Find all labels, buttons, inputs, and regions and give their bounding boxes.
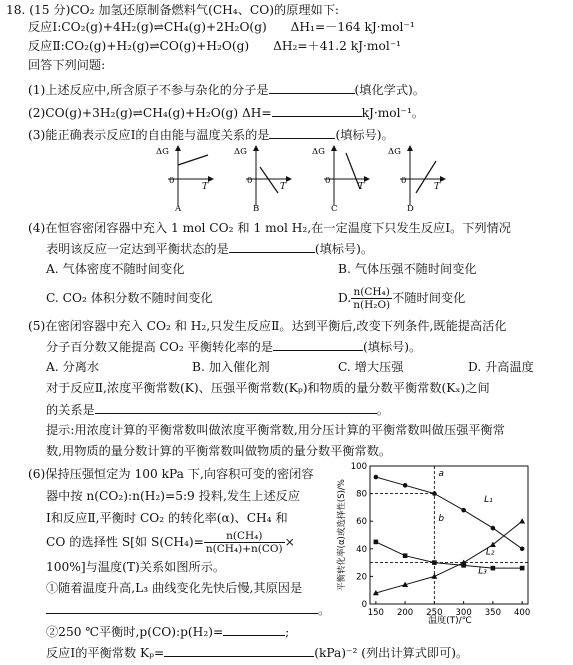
q4-option-d[interactable]: D. $\frac{\text{n(CH₄)}}{\text{n(H₂O)}}$ 不随时间变化 [338, 286, 466, 311]
graph-c-origin: 0 [325, 176, 331, 186]
graph-b-curve [260, 167, 278, 193]
q6-sub2: ②250 ℃平衡时,p(CO):p(H₂)= ; [46, 625, 290, 639]
data-point-square [403, 553, 408, 558]
data-point-circle [374, 475, 379, 480]
data-point-circle [403, 483, 408, 488]
graph-b-option-label: B [253, 204, 260, 214]
series-label-1: L₁ [484, 494, 493, 505]
graph-c-x-label: T [358, 182, 365, 192]
data-point-square [491, 566, 496, 571]
x-tick-label: 300 [455, 608, 472, 618]
y-tick-label: 20 [356, 572, 367, 583]
q2: (2)CO(g)+3H₂(g)⇌CH₄(g)+H₂O(g) ΔH= kJ·mol⁻¹。 [28, 106, 425, 120]
q1: (1)上述反应中,所含原子不参与杂化的分子是 (填化学式)。 [28, 83, 425, 97]
q5-option-b[interactable]: B. 加入催化剂 [192, 360, 270, 374]
series-label-3: L₃ [478, 566, 487, 577]
q5-tip-line2: 数,用物质的量分数计算的平衡常数叫做物质的量分数平衡常数。 [46, 444, 392, 458]
q5-line2: 分子百分数又能提高 CO₂ 平衡转化率的是 (填标号)。 [46, 340, 422, 354]
graph-d-x-label: T [434, 182, 441, 192]
y-tick-label: 100 [350, 462, 367, 472]
data-point-circle [461, 508, 466, 513]
q6-sub2-blank[interactable] [223, 623, 285, 636]
graph-c-option-label: C [331, 204, 338, 214]
q6-sub1-answer: 。 [46, 601, 330, 618]
graph-a-origin: 0 [169, 176, 175, 186]
graph-c-x-arrow [364, 176, 370, 182]
graph-d-curve [416, 161, 436, 193]
reaction-2-enthalpy: ΔH₂=＋41.2 kJ·mol⁻¹ [273, 39, 402, 53]
reaction-1-enthalpy: ΔH₁=－164 kJ·mol⁻¹ [290, 20, 415, 34]
reaction-2: 反应Ⅱ:CO₂(g)+H₂(g)⇌CO(g)+H₂O(g) ΔH₂=＋41.2 kJ·mol⁻¹ [28, 39, 402, 53]
graph-b-x-label: T [280, 182, 287, 192]
q6-line4: CO 的选择性 S[如 S(CH₄)= $\frac{\text{n(CH₄)}}{\text{n(CH₄)+n(CO)}}$ × [46, 530, 295, 555]
q5-option-c[interactable]: C. 增大压强 [338, 360, 404, 374]
q3-graph-options [0, 143, 573, 215]
graph-b-y-label: ΔG [234, 147, 247, 157]
q6-line2: 器中按 n(CO₂):n(H₂)=5:9 投料,发生上述反应 [46, 489, 301, 503]
q4-line2: 表明该反应一定达到平衡状态的是 (填标号)。 [46, 242, 374, 256]
q5-relation-blank[interactable] [95, 401, 377, 414]
series-label-2: L₂ [485, 547, 495, 558]
data-point-triangle [431, 573, 437, 578]
reaction-1: 反应Ⅰ:CO₂(g)+4H₂(g)⇌CH₄(g)+2H₂O(g) ΔH₁=－164 kJ·mol⁻¹ [28, 20, 415, 34]
q6-line3: Ⅰ和反应Ⅱ,平衡时 CO₂ 的转化率(α)、CH₄ 和 [46, 511, 288, 525]
q6-sub3: 反应Ⅰ的平衡常数 Kₚ= (kPa)⁻² (列出计算式即可)。 [46, 646, 469, 660]
x-tick-label: 250 [426, 608, 443, 618]
q4-line1: (4)在恒容密闭容器中充入 1 mol CO₂ 和 1 mol H₂,在一定温度下只发生反应Ⅰ。下列情况 [28, 221, 511, 235]
q6-sub1-blank[interactable] [46, 601, 318, 614]
q1-answer-blank[interactable] [269, 81, 355, 94]
graph-a-x-label: T [202, 182, 209, 192]
data-point-circle [491, 526, 496, 531]
x-tick-label: 400 [514, 608, 531, 618]
q5-tip-line1: 提示:用浓度计算的平衡常数叫做浓度平衡常数,用分压计算的平衡常数叫做压强平衡常 [46, 423, 505, 437]
q4-option-c[interactable]: C. CO₂ 体积分数不随时间变化 [46, 291, 213, 305]
q6-sub3-blank[interactable] [164, 644, 314, 657]
x-tick-label: 150 [367, 608, 384, 618]
q5-answer-blank[interactable] [273, 338, 363, 351]
q6-selectivity-fraction: $\frac{\text{n(CH₄)}}{\text{n(CH₄)+n(CO)}}$ [205, 530, 283, 555]
graph-a-x-arrow [208, 176, 214, 182]
q4-option-a[interactable]: A. 气体密度不随时间变化 [46, 262, 185, 276]
x-axis-label: 温度(T)/℃ [428, 616, 472, 626]
x-tick-label: 200 [396, 608, 414, 618]
q5-option-a[interactable]: A. 分离水 [46, 360, 100, 374]
data-point-square [520, 566, 525, 571]
y-tick-label: 40 [356, 544, 367, 555]
y-axis-label: 平衡转化率(α)或选择性(S)/% [337, 479, 347, 591]
graph-b-origin: 0 [247, 176, 253, 186]
reaction-2-equation: CO₂(g)+H₂(g)⇌CO(g)+H₂O(g) [64, 39, 250, 53]
q6-line5: 100%]与温度(T)关系如图所示。 [46, 560, 226, 574]
data-point-circle [432, 491, 437, 496]
graph-b-x-arrow [286, 176, 292, 182]
graph-d-origin: 0 [401, 176, 407, 186]
annotation-a: a [438, 469, 444, 479]
data-point-circle [520, 547, 525, 552]
q6-line1: (6)保持压强恒定为 100 kPa 下,向容积可变的密闭容 [28, 467, 314, 481]
reaction-1-equation: CO₂(g)+4H₂(g)⇌CH₄(g)+2H₂O(g) [61, 20, 267, 34]
q2-answer-blank[interactable] [272, 104, 362, 117]
graph-c-y-arrow [331, 145, 337, 151]
series-line-2 [376, 542, 522, 568]
data-point-square [432, 560, 437, 565]
q5-option-d[interactable]: D. 升高温度 [468, 360, 534, 374]
q6-sub1: ①随着温度升高,L₃ 曲线变化先快后慢,其原因是 [46, 581, 303, 595]
graph-b-y-arrow [253, 145, 259, 151]
annotation-b: b [438, 514, 445, 525]
graph-d-x-arrow [440, 176, 446, 182]
graph-d-y-label: ΔG [388, 147, 401, 157]
q4-answer-blank[interactable] [229, 240, 315, 253]
data-point-triangle [519, 518, 525, 523]
q3-answer-blank[interactable] [269, 126, 335, 139]
y-tick-label: 80 [356, 489, 367, 500]
q4-option-b[interactable]: B. 气体压强不随时间变化 [338, 262, 477, 276]
q3: (3)能正确表示反应Ⅰ的自由能与温度关系的是 (填标号)。 [28, 128, 394, 142]
q4-option-d-fraction: $\frac{\text{n(CH₄)}}{\text{n(H₂O)}}$ [353, 286, 391, 311]
data-point-square [374, 540, 379, 545]
series-line-1 [376, 477, 522, 549]
y-tick-label: 0 [361, 600, 367, 610]
graph-d-y-arrow [407, 145, 413, 151]
q5-line4: 的关系是 。 [46, 403, 389, 417]
graph-a-curve [178, 155, 208, 165]
q5-line1: (5)在密闭容器中充入 CO₂ 和 H₂,只发生反应Ⅱ。达到平衡后,改变下列条件,既能提高活化 [28, 319, 507, 333]
graph-a-option-label: A [175, 204, 182, 214]
y-tick-label: 60 [356, 517, 367, 528]
graph-c-y-label: ΔG [312, 147, 325, 157]
question-head: 18. (15 分)CO₂ 加氢还原制备燃料气(CH₄、CO)的原理如下: [6, 3, 339, 17]
q5-line3: 对于反应Ⅱ,浓度平衡常数(K)、压强平衡常数(Kₚ)和物质的量分数平衡常数(Kₓ)之间 [46, 381, 490, 395]
conversion-selectivity-chart [332, 460, 532, 626]
graph-a-y-label: ΔG [156, 147, 169, 157]
prompt-text: 回答下列问题: [28, 58, 106, 72]
graph-d-option-label: D [407, 204, 414, 214]
graph-a-y-arrow [175, 145, 181, 151]
x-tick-label: 350 [484, 608, 502, 618]
series-line-3 [376, 521, 522, 593]
